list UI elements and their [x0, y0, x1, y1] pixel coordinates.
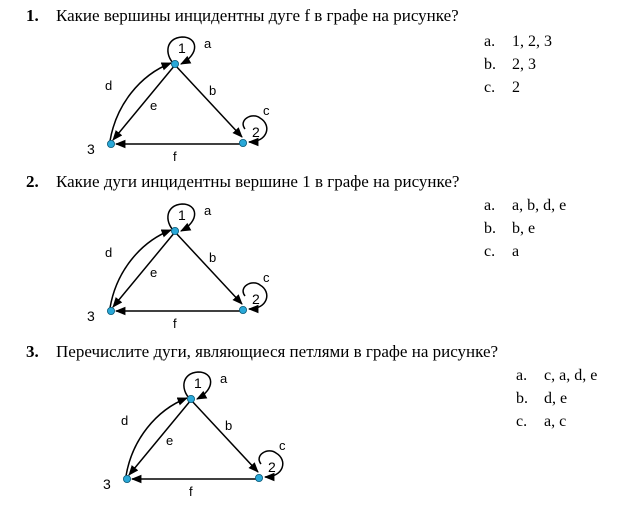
answer-letter: a. — [516, 367, 528, 384]
question-1-title — [26, 6, 459, 26]
question-number: 3. — [26, 342, 39, 361]
answer-option-b[interactable] — [484, 217, 566, 240]
answer-text: a, b, d, e — [512, 197, 567, 214]
vertex-3-label: 3 — [103, 476, 111, 492]
vertex-1-label: 1 — [194, 375, 202, 391]
edge-a-label: a — [204, 203, 212, 218]
vertex-3-label: 3 — [87, 308, 95, 324]
answer-text: c, a, d, e — [544, 367, 598, 384]
edge-a-label: a — [220, 371, 228, 386]
answer-letter: c. — [484, 243, 496, 260]
question-1 — [0, 0, 621, 170]
answer-option-a[interactable] — [516, 364, 597, 387]
edge-b-label: b — [225, 418, 233, 433]
vertex-3-label: 3 — [87, 141, 95, 157]
edge-d — [110, 230, 171, 308]
edge-c-label: c — [279, 438, 286, 453]
edge-b — [175, 65, 242, 137]
vertex-2-label: 2 — [252, 291, 260, 307]
answer-option-c[interactable] — [484, 240, 566, 263]
question-text: Какие дуги инцидентны вершине 1 в графе на рисунке? — [56, 172, 460, 191]
edge-e-label: e — [166, 433, 174, 448]
answer-option-c[interactable] — [484, 76, 552, 99]
edge-d-label: d — [121, 413, 129, 428]
edge-d-label: d — [105, 78, 113, 93]
vertex-3-node — [107, 140, 114, 147]
answer-list — [484, 194, 566, 263]
answer-option-a[interactable] — [484, 30, 552, 53]
answer-letter: a. — [484, 197, 496, 214]
question-3-title — [26, 342, 498, 362]
answer-text: 2, 3 — [512, 56, 536, 73]
edge-f-label: f — [173, 316, 177, 331]
graph-figure — [78, 197, 298, 332]
question-2-title — [26, 172, 459, 192]
answer-letter: b. — [484, 220, 496, 237]
vertex-3-node — [107, 307, 114, 314]
answer-text: a — [512, 243, 520, 260]
answer-list — [484, 30, 552, 99]
answer-text: b, e — [512, 220, 536, 237]
edge-e — [113, 232, 175, 307]
edge-f-label: f — [189, 484, 193, 499]
answer-letter: b. — [484, 56, 496, 73]
question-2 — [0, 170, 621, 338]
answer-letter: b. — [516, 390, 528, 407]
edge-d — [126, 398, 187, 476]
vertex-2-label: 2 — [268, 459, 276, 475]
vertex-2-node — [239, 306, 246, 313]
vertex-2-node — [239, 139, 246, 146]
answer-list — [516, 364, 597, 433]
edge-d — [110, 63, 171, 141]
edge-e — [113, 65, 175, 140]
edge-c-label: c — [263, 270, 270, 285]
graph-figure — [78, 30, 298, 165]
answer-letter: c. — [484, 79, 496, 96]
answer-text: d, e — [544, 390, 568, 407]
vertex-1-label: 1 — [178, 40, 186, 56]
answer-option-c[interactable] — [516, 410, 597, 433]
edge-c-label: c — [263, 103, 270, 118]
answer-option-b[interactable] — [484, 53, 552, 76]
vertex-1-node — [171, 227, 178, 234]
question-text: Перечислите дуги, являющиеся петлями в графе на рисунке? — [56, 342, 499, 361]
question-3 — [0, 338, 621, 508]
answer-option-b[interactable] — [516, 387, 597, 410]
edge-f-label: f — [173, 149, 177, 164]
vertex-3-node — [123, 475, 130, 482]
edge-d-label: d — [105, 245, 113, 260]
vertex-1-label: 1 — [178, 207, 186, 223]
edge-e-label: e — [150, 265, 158, 280]
vertex-1-node — [187, 395, 194, 402]
edge-b — [175, 232, 242, 304]
answer-letter: c. — [516, 413, 528, 430]
vertex-2-node — [255, 474, 262, 481]
vertex-1-node — [171, 60, 178, 67]
question-number: 1. — [26, 6, 39, 25]
edge-e-label: e — [150, 98, 158, 113]
question-text: Какие вершины инцидентны дуге f в графе на рисунке? — [56, 6, 459, 25]
edge-b-label: b — [209, 83, 217, 98]
edge-a-label: a — [204, 36, 212, 51]
answer-text: a, c — [544, 413, 567, 430]
edge-b — [191, 400, 258, 472]
answer-option-a[interactable] — [484, 194, 566, 217]
answer-text: 1, 2, 3 — [512, 33, 552, 50]
vertex-2-label: 2 — [252, 124, 260, 140]
question-number: 2. — [26, 172, 39, 191]
answer-letter: a. — [484, 33, 496, 50]
answer-text: 2 — [512, 79, 520, 96]
edge-e — [129, 400, 191, 475]
edge-b-label: b — [209, 250, 217, 265]
graph-figure — [94, 365, 314, 500]
